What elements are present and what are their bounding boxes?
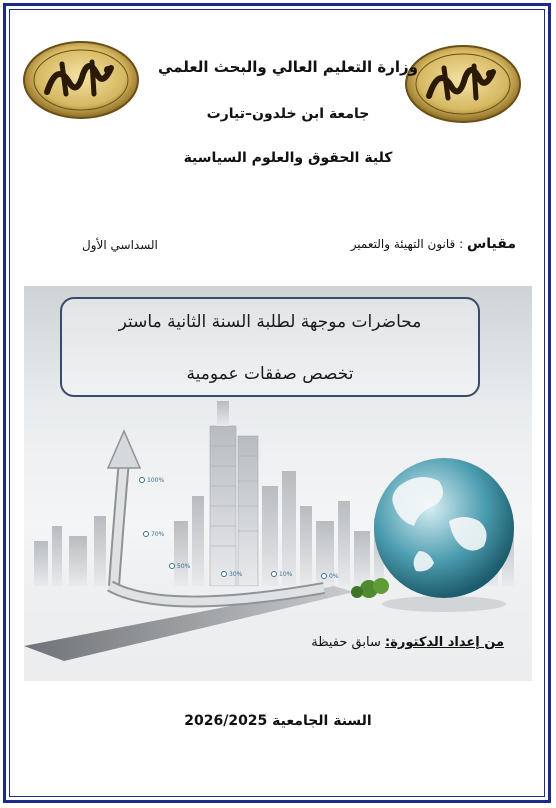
- hero-label-100: 100%: [147, 477, 165, 484]
- academic-year: السنة الجامعية 2026/2025: [184, 713, 372, 729]
- title-line-2: تخصص صفقات عمومية: [186, 364, 354, 384]
- hero-label-0: 0%: [329, 573, 339, 580]
- hero-label-50: 50%: [177, 563, 191, 570]
- author-label: من إعداد الدكتورة:: [385, 635, 504, 650]
- semester-text: السداسي الأول: [82, 238, 158, 252]
- hero-label-10: 10%: [279, 571, 293, 578]
- ministry-heading: وزارة التعليم العالي والبحث العلمي: [157, 58, 419, 76]
- author-name: سابق حفيظة: [311, 635, 385, 650]
- faculty-heading: كلية الحقوق والعلوم السياسية: [183, 150, 393, 166]
- hero-label-30: 30%: [229, 571, 243, 578]
- university-heading: جامعة ابن خلدون–تيارت: [206, 106, 370, 122]
- hero-label-70: 70%: [151, 531, 165, 538]
- title-line-1: محاضرات موجهة لطلبة السنة الثانية ماستر: [118, 312, 422, 332]
- author-line: [311, 635, 504, 650]
- module-line: [351, 236, 516, 252]
- module-label: مقياس: [466, 236, 516, 252]
- module-value: : قانون التهيئة والتعمير: [350, 237, 464, 251]
